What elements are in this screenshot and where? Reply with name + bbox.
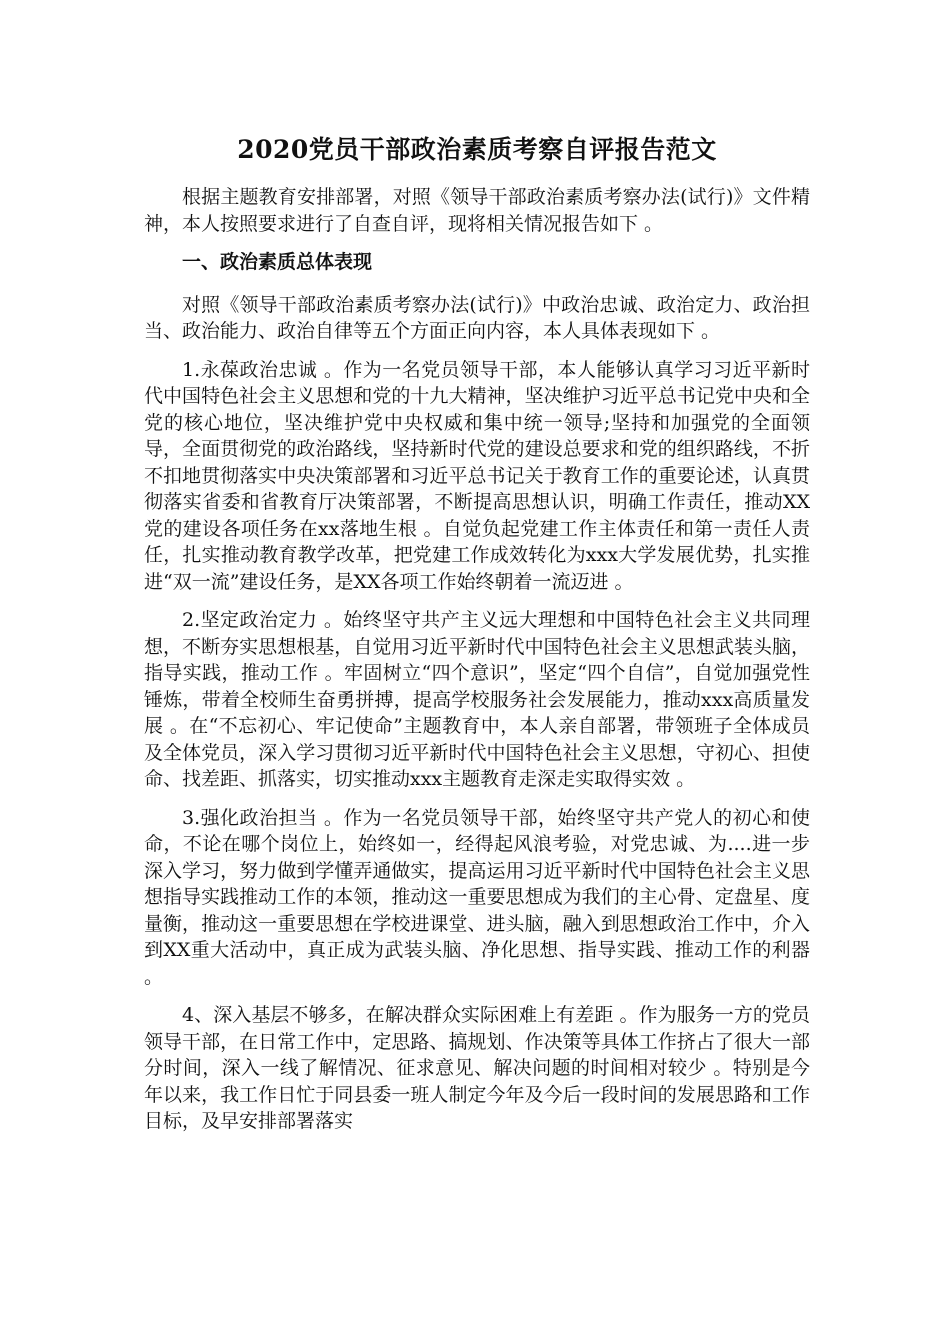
intro-paragraph: 根据主题教育安排部署，对照《领导干部政治素质考察办法(试行)》文件精神，本人按照要求进行了自查自评，现将相关情况报告如下 。 <box>144 186 810 235</box>
document-page <box>144 128 810 1147</box>
section-1-heading: 一、政治素质总体表现 <box>182 251 373 273</box>
item-1-paragraph: 1.永葆政治忠诚 。作为一名党员领导干部，本人能够认真学习习近平新时代中国特色社会主义思想和党的十九大精神，坚决维护习近平总书记党中央和全党的核心地位，坚决维护党中央权威和集中统一领导;坚持和加强党的全面领导，全面贯彻党的政治路线，坚持新时代党的建设总要求和党的组织路线，不折不扣地贯彻落实中央决策部署和习近平总书记关于教育工作的重要论述，认真贯彻落实省委和省教育厅决策部署，不断提高思想认识，明确工作责任，推动XX党的建设各项任务在xx落地生根 。自觉负起党建工作主体责任和第一责任人责任，扎实推动教育教学改革，把党建工作成效转化为xxx大学发展优势，扎实推进“双一流”建设任务，是XX各项工作始终朝着一流迈进 。 <box>144 358 810 593</box>
item-3-paragraph: 3.强化政治担当 。作为一名党员领导干部，始终坚守共产党人的初心和使命，不论在哪个岗位上，始终如一，经得起风浪考验，对党忠诚、为....进一步深入学习，努力做到学懂弄通做实，提高运用习近平新时代中国特色社会主义思想指导实践推动工作的本领，推动这一重要思想成为我们的主心骨、定盘星、度量衡，推动这一重要思想在学校进课堂、进头脑，融入到思想政治工作中，介入到XX重大活动中，真正成为武装头脑、净化思想、指导实践、推动工作的利器 。 <box>144 806 810 988</box>
document-title: 2020党员干部政治素质考察自评报告范文 <box>237 135 717 164</box>
item-4-paragraph: 4、深入基层不够多，在解决群众实际困难上有差距 。作为服务一方的党员领导干部，在日常工作中，定思路、搞规划、作决策等具体工作挤占了很大一部分时间，深入一线了解情况、征求意见、解决问题的时间相对较少 。特别是今年以来，我工作日忙于同县委一班人制定今年及今后一段时间的发展思路和工作目标，及早安排部署落实 <box>144 1004 810 1132</box>
item-2-paragraph: 2.坚定政治定力 。始终坚守共产主义远大理想和中国特色社会主义共同理想，不断夯实思想根基，自觉用习近平新时代中国特色社会主义思想武装头脑，指导实践，推动工作 。牢固树立“四个意识”，坚定“四个自信”，自觉加强党性锤炼，带着全校师生奋勇拼搏，提高学校服务社会发展能力，推动xxx高质量发展 。在“不忘初心、牢记使命”主题教育中，本人亲自部署，带领班子全体成员及全体党员，深入学习贯彻习近平新时代中国特色社会主义思想，守初心、担使命、找差距、抓落实，切实推动xxx主题教育走深走实取得实效 。 <box>144 609 810 790</box>
section-1-intro-paragraph: 对照《领导干部政治素质考察办法(试行)》中政治忠诚、政治定力、政治担当、政治能力、政治自律等五个方面正向内容，本人具体表现如下 。 <box>144 293 810 342</box>
